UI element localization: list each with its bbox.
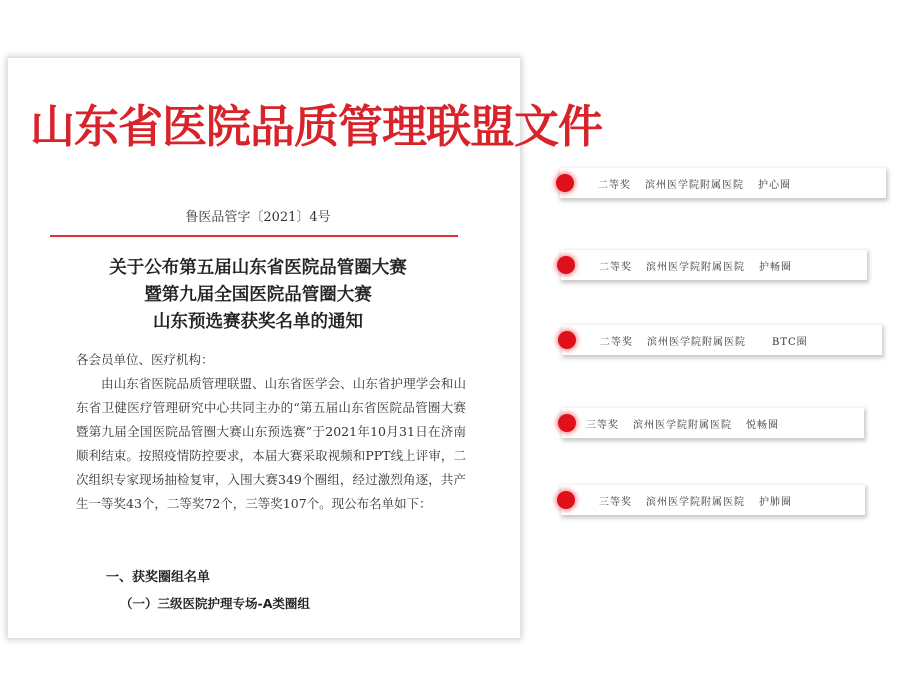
award-circle: 护畅圈 xyxy=(759,261,792,273)
award-card xyxy=(562,325,882,355)
award-card xyxy=(561,485,865,515)
salutation: 各会员单位、医疗机构： xyxy=(76,352,214,367)
award-card xyxy=(561,250,867,280)
red-divider xyxy=(50,235,458,237)
red-dot-marker xyxy=(557,256,575,274)
award-hospital: 滨州医学院附属医院 xyxy=(633,419,732,431)
award-level: 三等奖 xyxy=(586,419,619,431)
award-card xyxy=(562,408,864,438)
red-dot-marker xyxy=(557,491,575,509)
award-circle: BTC圈 xyxy=(772,336,808,348)
award-hospital: 滨州医学院附属医院 xyxy=(645,179,744,191)
section-heading: 一、获奖圈组名单 xyxy=(106,570,211,585)
red-dot-marker xyxy=(558,414,576,432)
award-level: 二等奖 xyxy=(599,261,632,273)
award-circle: 护心圈 xyxy=(758,179,791,191)
award-hospital: 滨州医学院附属医院 xyxy=(646,496,745,508)
award-card xyxy=(560,168,886,198)
award-level: 二等奖 xyxy=(600,336,633,348)
notice-title-line: 山东预选赛获奖名单的通知 xyxy=(153,312,363,332)
award-circle: 悦畅圈 xyxy=(746,419,779,431)
body-paragraph: 由山东省医院品质管理联盟、山东省医学会、山东省护理学会和山东省卫健医疗管理研究中心共同主办的“第五届山东省医院品管圈大赛暨第九届全国医院品管圈大赛山东预选赛”于2021年10月31日在济南顺利结束。按照疫情防控要求，本届大赛采取视频和PPT线上评审，二次组织专家现场抽检复审，入围大赛349个圈组，经过激烈角逐，共产生一等奖43个，二等奖72个，三等奖107个。现公布名单如下： xyxy=(76,376,466,511)
notice-title xyxy=(48,255,468,336)
award-circle: 护肺圈 xyxy=(759,496,792,508)
notice-title-line: 关于公布第五届山东省医院品管圈大赛 xyxy=(109,258,407,278)
document-page xyxy=(8,58,603,638)
red-dot-marker xyxy=(558,331,576,349)
notice-title-line: 暨第九届全国医院品管圈大赛 xyxy=(144,285,372,305)
red-dot-marker xyxy=(556,174,574,192)
header-title: 山东省医院品质管理联盟文件 xyxy=(30,100,603,153)
award-level: 三等奖 xyxy=(599,496,632,508)
award-level: 二等奖 xyxy=(598,179,631,191)
sub-heading: （一）三级医院护理专场-A类圈组 xyxy=(120,596,310,611)
award-hospital: 滨州医学院附属医院 xyxy=(646,261,745,273)
document-number: 鲁医品管字〔2021〕4号 xyxy=(185,210,331,225)
award-hospital: 滨州医学院附属医院 xyxy=(647,336,746,348)
body-text xyxy=(76,348,466,516)
